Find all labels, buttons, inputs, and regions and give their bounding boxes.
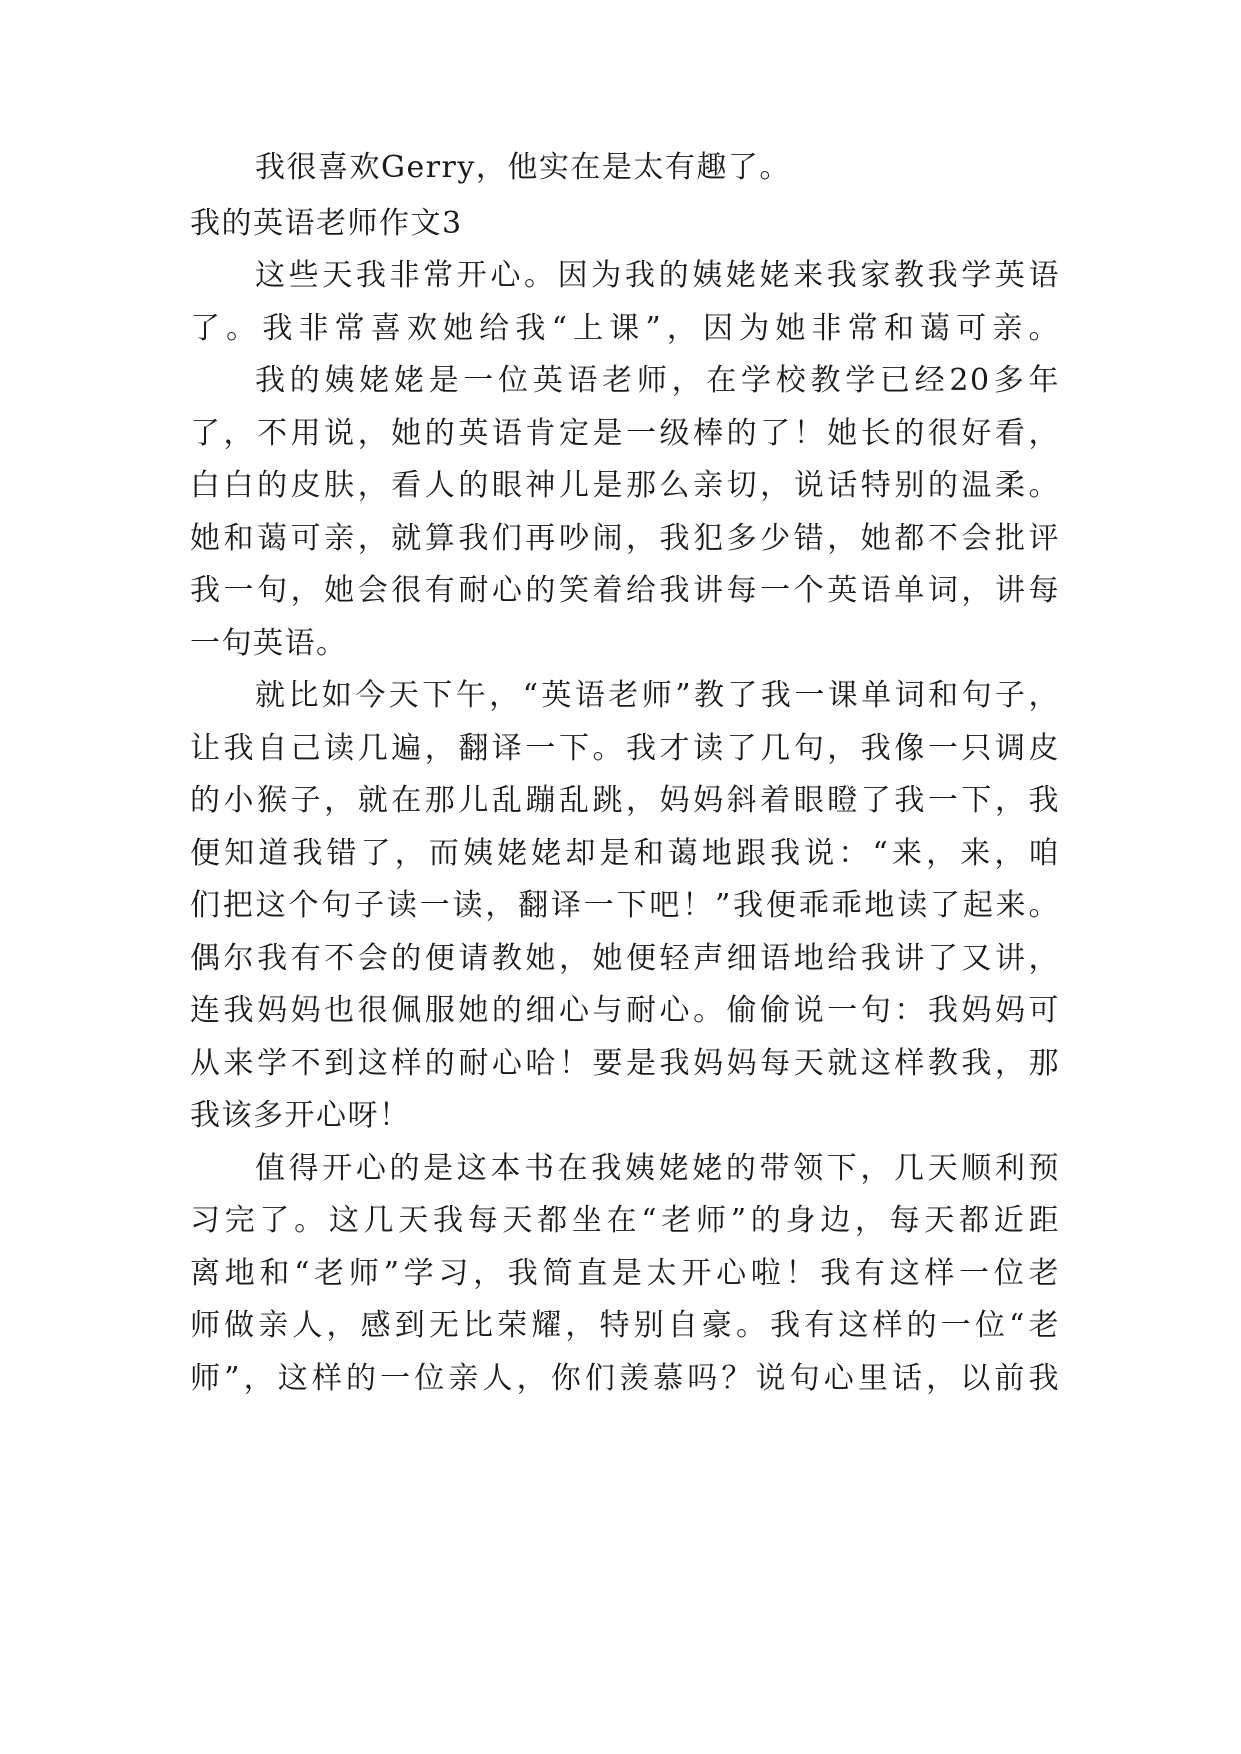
paragraph-line: 连我妈妈也很佩服她的细心与耐心。偷偷说一句：我妈妈可 bbox=[190, 993, 1060, 1028]
paragraph-line: 我很喜欢Gerry，他实在是太有趣了。 bbox=[255, 150, 791, 185]
paragraph-line: 白白的皮肤，看人的眼神儿是那么亲切，说话特别的温柔。 bbox=[190, 468, 1060, 503]
paragraph-line: 一句英语。 bbox=[190, 626, 348, 661]
paragraph-line: 习完了。这几天我每天都坐在“老师”的身边，每天都近距 bbox=[190, 1203, 1060, 1238]
paragraph-line: 了，不用说，她的英语肯定是一级棒的了！她长的很好看， bbox=[190, 416, 1060, 451]
paragraph-line: 值得开心的是这本书在我姨姥姥的带领下，几天顺利预 bbox=[255, 1151, 1060, 1186]
paragraph-line: 们把这个句子读一读，翻译一下吧！”我便乖乖地读了起来。 bbox=[190, 888, 1060, 923]
paragraph-line: 从来学不到这样的耐心哈！要是我妈妈每天就这样教我，那 bbox=[190, 1046, 1060, 1081]
paragraph-line: 她和蔼可亲，就算我们再吵闹，我犯多少错，她都不会批评 bbox=[190, 521, 1060, 556]
paragraph-line: 了。我非常喜欢她给我“上课”，因为她非常和蔼可亲。 bbox=[190, 311, 1060, 346]
paragraph-line: 我该多开心呀！ bbox=[190, 1098, 411, 1133]
paragraph-line: 我一句，她会很有耐心的笑着给我讲每一个英语单词，讲每 bbox=[190, 573, 1060, 608]
paragraph-line: 师”，这样的一位亲人，你们羡慕吗？说句心里话，以前我 bbox=[190, 1361, 1060, 1396]
paragraph-line: 便知道我错了，而姨姥姥却是和蔼地跟我说：“来，来，咱 bbox=[190, 836, 1060, 871]
paragraph-line: 让我自己读几遍，翻译一下。我才读了几句，我像一只调皮 bbox=[190, 731, 1060, 766]
paragraph-line: 离地和“老师”学习，我简直是太开心啦！我有这样一位老 bbox=[190, 1256, 1060, 1291]
paragraph-line: 的小猴子，就在那儿乱蹦乱跳，妈妈斜着眼瞪了我一下，我 bbox=[190, 783, 1060, 818]
paragraph-line: 就比如今天下午，“英语老师”教了我一课单词和句子， bbox=[255, 678, 1060, 713]
section-heading: 我的英语老师作文3 bbox=[190, 206, 463, 241]
paragraph-line: 这些天我非常开心。因为我的姨姥姥来我家教我学英语 bbox=[255, 258, 1060, 293]
paragraph-line: 我的姨姥姥是一位英语老师，在学校教学已经20多年 bbox=[255, 363, 1060, 398]
paragraph-line: 师做亲人，感到无比荣耀，特别自豪。我有这样的一位“老 bbox=[190, 1308, 1060, 1343]
paragraph-line: 偶尔我有不会的便请教她，她便轻声细语地给我讲了又讲， bbox=[190, 941, 1060, 976]
